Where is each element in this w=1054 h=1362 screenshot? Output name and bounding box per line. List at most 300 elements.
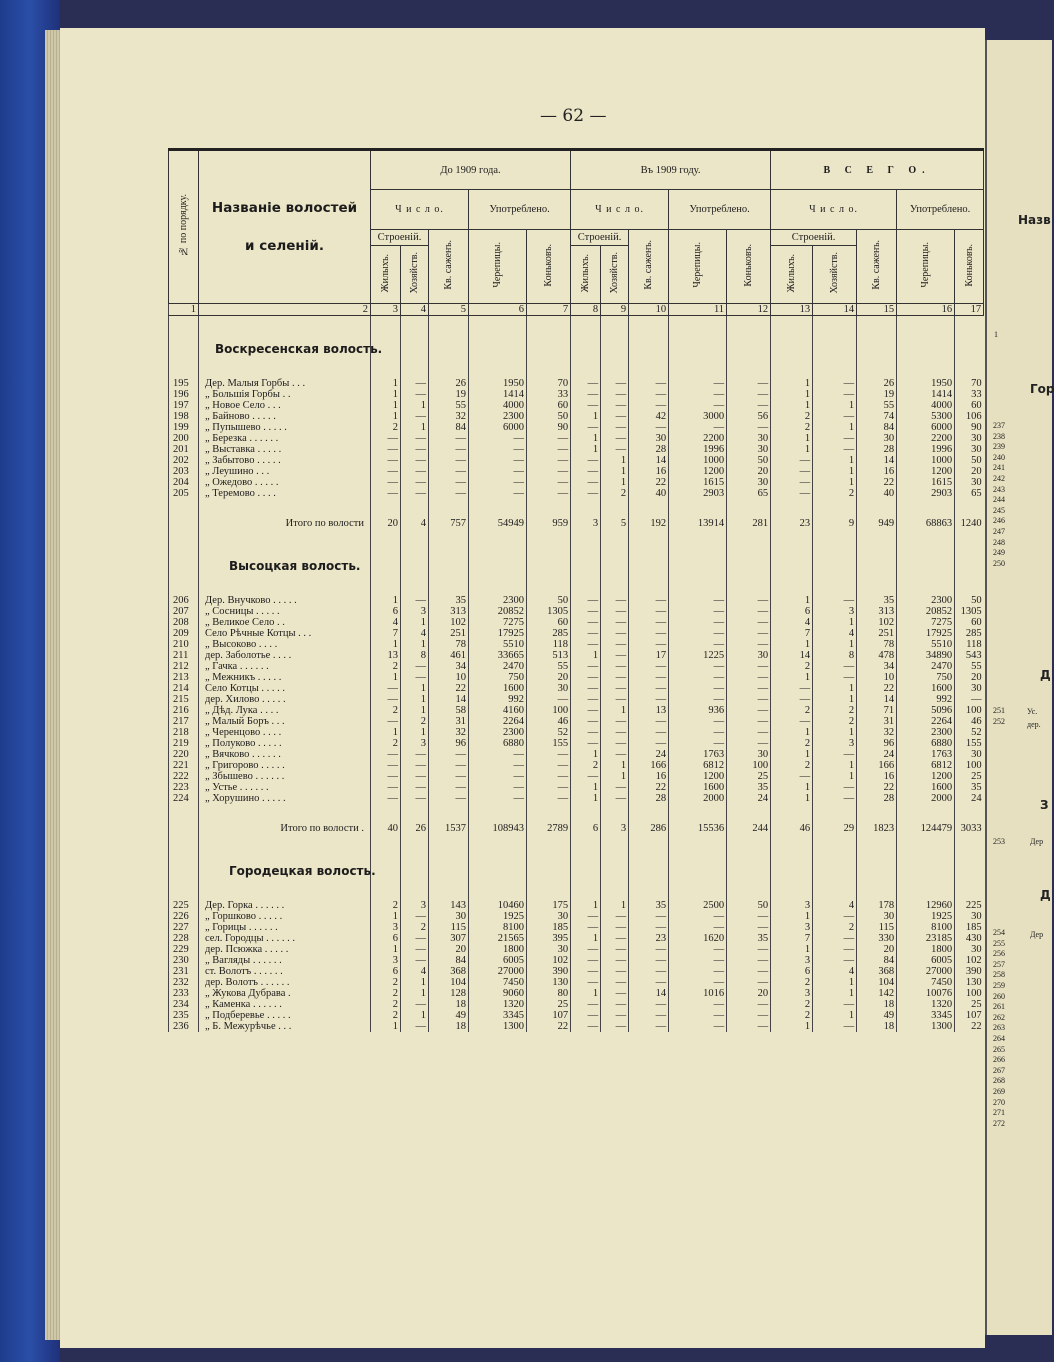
settlement-name: „ Выставка . . . . . <box>199 444 371 455</box>
value-cell: 32 <box>857 727 897 738</box>
value-cell: 4 <box>371 617 401 628</box>
spacer-cell <box>601 533 629 555</box>
value-cell: — <box>727 727 771 738</box>
spacer-cell <box>571 860 601 882</box>
settlement-name: „ Большія Горбы . . <box>199 389 371 400</box>
value-cell: 2 <box>771 661 813 672</box>
value-cell: — <box>401 455 429 466</box>
next-page-row-number: 256 <box>993 949 1005 959</box>
value-cell: — <box>527 477 571 488</box>
settlement-name: Дер. Горка . . . . . . <box>199 900 371 911</box>
value-cell: 90 <box>527 422 571 433</box>
value-cell: 2 <box>371 705 401 716</box>
value-cell: 40 <box>629 488 669 499</box>
value-cell: 33 <box>527 389 571 400</box>
total-value: 3033 <box>955 818 984 838</box>
value-cell: 1 <box>401 617 429 628</box>
spacer-cell <box>955 860 984 882</box>
value-cell: — <box>371 749 401 760</box>
spacer-cell <box>169 882 199 900</box>
table-row <box>169 661 984 672</box>
row-number: 236 <box>169 1021 199 1032</box>
value-cell: 1 <box>813 977 857 988</box>
value-cell: — <box>727 389 771 400</box>
value-cell: 28 <box>857 793 897 804</box>
value-cell: 1 <box>771 727 813 738</box>
total-row <box>169 513 984 533</box>
value-cell: 313 <box>857 606 897 617</box>
value-cell: — <box>571 771 601 782</box>
table-row <box>169 639 984 650</box>
spacer-cell <box>897 838 955 860</box>
value-cell: 251 <box>429 628 469 639</box>
value-cell: 1 <box>601 455 629 466</box>
total-value: 29 <box>813 818 857 838</box>
value-cell: 35 <box>629 900 669 911</box>
spacer-cell <box>601 882 629 900</box>
spacer-cell <box>469 804 527 818</box>
spacer-cell <box>813 360 857 378</box>
residential-header-1: Жилыхъ. <box>371 246 401 304</box>
value-cell: 1 <box>771 378 813 389</box>
value-cell: — <box>371 716 401 727</box>
value-cell: 30 <box>955 683 984 694</box>
value-cell: 28 <box>629 793 669 804</box>
spacer-cell <box>469 533 527 555</box>
value-cell: 6 <box>371 966 401 977</box>
spacer-cell <box>857 338 897 360</box>
spacer-cell <box>727 804 771 818</box>
spacer-cell <box>629 499 669 513</box>
value-cell: — <box>727 683 771 694</box>
table-row <box>169 455 984 466</box>
value-cell: 7275 <box>897 617 955 628</box>
settlement-name: „ Горицы . . . . . . <box>199 922 371 933</box>
spacer-cell <box>527 804 571 818</box>
settlement-name: „ Сосницы . . . . . <box>199 606 371 617</box>
value-cell: 225 <box>955 900 984 911</box>
value-cell: 28 <box>857 444 897 455</box>
table-row <box>169 1021 984 1032</box>
value-cell: 330 <box>857 933 897 944</box>
value-cell: 1 <box>601 466 629 477</box>
value-cell: — <box>727 661 771 672</box>
value-cell: 25 <box>955 999 984 1010</box>
next-page-row-number: 245 <box>993 505 1005 515</box>
value-cell: — <box>629 606 669 617</box>
sq-sazhen-header-3: Кв. саженъ. <box>857 230 897 304</box>
value-cell: 22 <box>857 683 897 694</box>
spacer-cell <box>629 804 669 818</box>
spacer-cell <box>469 860 527 882</box>
spacer-cell <box>469 838 527 860</box>
value-cell: 1000 <box>897 455 955 466</box>
value-cell: 1 <box>771 1021 813 1032</box>
value-cell: — <box>429 444 469 455</box>
value-cell: — <box>629 1010 669 1021</box>
value-cell: 2500 <box>669 900 727 911</box>
value-cell: 2300 <box>469 595 527 606</box>
spacer-cell <box>669 860 727 882</box>
value-cell: — <box>669 617 727 628</box>
next-page-row-number: 262 <box>993 1012 1005 1022</box>
col-number: 12 <box>727 304 771 316</box>
value-cell: 1 <box>401 422 429 433</box>
spacer-cell <box>169 360 199 378</box>
value-cell: 7 <box>371 628 401 639</box>
value-cell: 30 <box>727 477 771 488</box>
value-cell: 430 <box>955 933 984 944</box>
value-cell: 22 <box>429 683 469 694</box>
spacer-cell <box>955 555 984 577</box>
spacer-cell <box>169 316 199 339</box>
value-cell: 102 <box>429 617 469 628</box>
next-page-row-number: 243 <box>993 484 1005 494</box>
value-cell: 27000 <box>897 966 955 977</box>
value-cell: — <box>629 595 669 606</box>
value-cell: 46 <box>527 716 571 727</box>
next-page-row-number: 272 <box>993 1118 1005 1128</box>
spacer-row <box>169 577 984 595</box>
value-cell: 1 <box>401 705 429 716</box>
next-page-row-number: 267 <box>993 1065 1005 1075</box>
spacer-cell <box>371 838 401 860</box>
value-cell: 3000 <box>669 411 727 422</box>
value-cell: 1950 <box>469 378 527 389</box>
col-index-header: № по порядку. <box>169 150 199 304</box>
value-cell: 1 <box>813 694 857 705</box>
value-cell: 1 <box>813 466 857 477</box>
value-cell: 2470 <box>469 661 527 672</box>
value-cell: 1600 <box>469 683 527 694</box>
value-cell: — <box>571 705 601 716</box>
value-cell: — <box>727 595 771 606</box>
row-number: 202 <box>169 455 199 466</box>
value-cell: — <box>669 422 727 433</box>
value-cell: — <box>401 955 429 966</box>
next-page-row-number: 249 <box>993 548 1005 558</box>
value-cell: 1763 <box>669 749 727 760</box>
col-number: 1 <box>169 304 199 316</box>
value-cell: — <box>601 606 629 617</box>
next-page-row-number: 261 <box>993 1002 1005 1012</box>
value-cell: 118 <box>955 639 984 650</box>
value-cell: 104 <box>857 977 897 988</box>
table-row <box>169 606 984 617</box>
spacer-cell <box>601 316 629 339</box>
total-value: 4 <box>401 513 429 533</box>
value-cell: 65 <box>727 488 771 499</box>
spacer-row <box>169 360 984 378</box>
spacer-cell <box>469 499 527 513</box>
spacer-cell <box>727 360 771 378</box>
value-cell: — <box>955 694 984 705</box>
section-title: Воскресенская волость. <box>199 338 371 360</box>
spacer-cell <box>857 555 897 577</box>
settlement-name: „ Великое Село . . <box>199 617 371 628</box>
value-cell: 1200 <box>669 771 727 782</box>
spacer-cell <box>601 499 629 513</box>
value-cell: 6880 <box>897 738 955 749</box>
used-header-1: Употреблено. <box>469 190 571 230</box>
spacer-cell <box>897 533 955 555</box>
spacer-cell <box>897 860 955 882</box>
value-cell: 3 <box>401 900 429 911</box>
spacer-cell <box>813 555 857 577</box>
value-cell: 1 <box>813 400 857 411</box>
spacer-cell <box>857 577 897 595</box>
value-cell: 23 <box>629 933 669 944</box>
value-cell: 50 <box>727 900 771 911</box>
value-cell: 2 <box>371 977 401 988</box>
value-cell: 2 <box>371 988 401 999</box>
value-cell: 1 <box>401 639 429 650</box>
value-cell: — <box>571 966 601 977</box>
value-cell: 1 <box>771 639 813 650</box>
row-number: 225 <box>169 900 199 911</box>
table-row <box>169 694 984 705</box>
spacer-cell <box>897 555 955 577</box>
value-cell: 4 <box>401 628 429 639</box>
tiles-header-2: Черепицы. <box>669 230 727 304</box>
spacer-cell <box>371 316 401 339</box>
value-cell: 1200 <box>897 466 955 477</box>
value-cell: 8100 <box>469 922 527 933</box>
spacer-cell <box>469 316 527 339</box>
residential-header-2: Жилыхъ. <box>571 246 601 304</box>
value-cell: — <box>571 378 601 389</box>
spacer-cell <box>669 577 727 595</box>
spacer-cell <box>955 838 984 860</box>
total-value: 68863 <box>897 513 955 533</box>
table-row <box>169 378 984 389</box>
value-cell: 20 <box>429 944 469 955</box>
next-page-row-number: 237 <box>993 421 1005 430</box>
value-cell: — <box>401 389 429 400</box>
value-cell: — <box>401 378 429 389</box>
value-cell: — <box>601 378 629 389</box>
spacer-cell <box>727 577 771 595</box>
value-cell: 2 <box>771 738 813 749</box>
value-cell: 1 <box>571 793 601 804</box>
table-row <box>169 466 984 477</box>
spacer-cell <box>813 338 857 360</box>
value-cell: 16 <box>629 771 669 782</box>
value-cell: — <box>469 466 527 477</box>
settlement-name: Село Рѣчные Котцы . . . <box>199 628 371 639</box>
spacer-cell <box>727 838 771 860</box>
row-number: 222 <box>169 771 199 782</box>
value-cell: 185 <box>955 922 984 933</box>
table-row <box>169 617 984 628</box>
value-cell: — <box>601 422 629 433</box>
total-value: 286 <box>629 818 669 838</box>
next-page-label: дер. <box>1027 720 1041 729</box>
value-cell: 50 <box>955 455 984 466</box>
spacer-cell <box>527 338 571 360</box>
value-cell: 104 <box>429 977 469 988</box>
next-page-row-number: 244 <box>993 495 1005 505</box>
value-cell: 16 <box>857 771 897 782</box>
value-cell: — <box>629 694 669 705</box>
value-cell: 1 <box>813 988 857 999</box>
spacer-cell <box>955 882 984 900</box>
value-cell: 1 <box>813 771 857 782</box>
spacer-row <box>169 316 984 339</box>
value-cell: — <box>571 477 601 488</box>
value-cell: 30 <box>429 911 469 922</box>
total-value: 6 <box>571 818 601 838</box>
value-cell: 40 <box>857 488 897 499</box>
value-cell: — <box>371 771 401 782</box>
settlement-name: „ Вячково . . . . . . <box>199 749 371 760</box>
value-cell: — <box>669 977 727 988</box>
total-value: 13914 <box>669 513 727 533</box>
value-cell: 2 <box>771 1010 813 1021</box>
value-cell: 2 <box>571 760 601 771</box>
value-cell: 100 <box>727 760 771 771</box>
value-cell: — <box>629 966 669 977</box>
value-cell: — <box>401 466 429 477</box>
row-number: 231 <box>169 966 199 977</box>
value-cell: — <box>727 422 771 433</box>
spacer-cell <box>527 499 571 513</box>
value-cell: — <box>429 477 469 488</box>
settlement-name: „ Новое Село . . . <box>199 400 371 411</box>
total-value: 15536 <box>669 818 727 838</box>
value-cell: — <box>571 955 601 966</box>
value-cell: 6005 <box>897 955 955 966</box>
value-cell: 8 <box>813 650 857 661</box>
spacer-cell <box>857 316 897 339</box>
value-cell: 1 <box>771 595 813 606</box>
spacer-cell <box>669 316 727 339</box>
value-cell: 1 <box>813 1010 857 1021</box>
spacer-cell <box>601 577 629 595</box>
value-cell: — <box>571 727 601 738</box>
value-cell: — <box>669 911 727 922</box>
row-number: 197 <box>169 400 199 411</box>
value-cell: 1300 <box>469 1021 527 1032</box>
total-value: 9 <box>813 513 857 533</box>
value-cell: — <box>727 944 771 955</box>
value-cell: 30 <box>955 944 984 955</box>
value-cell: 1600 <box>669 782 727 793</box>
value-cell: — <box>669 639 727 650</box>
value-cell: 49 <box>429 1010 469 1021</box>
spacer-cell <box>669 338 727 360</box>
value-cell: — <box>527 488 571 499</box>
row-number: 206 <box>169 595 199 606</box>
spacer-row <box>169 838 984 860</box>
value-cell: 74 <box>857 411 897 422</box>
table-row <box>169 411 984 422</box>
value-cell: 992 <box>469 694 527 705</box>
section-title-row <box>169 555 984 577</box>
spacer-cell <box>771 804 813 818</box>
value-cell: 390 <box>527 966 571 977</box>
spacer-cell <box>169 499 199 513</box>
settlement-name: дер. Псюжка . . . . . <box>199 944 371 955</box>
value-cell: 1 <box>401 400 429 411</box>
value-cell: 6812 <box>897 760 955 771</box>
value-cell: 1 <box>371 595 401 606</box>
value-cell: — <box>727 977 771 988</box>
next-page-header-fragment: Назв <box>1018 213 1051 227</box>
total-value: 192 <box>629 513 669 533</box>
value-cell: — <box>401 760 429 771</box>
value-cell: — <box>727 628 771 639</box>
value-cell: 1 <box>401 977 429 988</box>
value-cell: — <box>371 444 401 455</box>
spacer-cell <box>897 499 955 513</box>
value-cell: — <box>601 661 629 672</box>
value-cell: — <box>601 411 629 422</box>
value-cell: 1414 <box>897 389 955 400</box>
value-cell: 84 <box>429 422 469 433</box>
value-cell: 2200 <box>669 433 727 444</box>
value-cell: — <box>601 1010 629 1021</box>
total-value: 108943 <box>469 818 527 838</box>
value-cell: — <box>629 378 669 389</box>
value-cell: 1 <box>771 749 813 760</box>
value-cell: — <box>571 628 601 639</box>
spacer-cell <box>771 577 813 595</box>
value-cell: — <box>601 716 629 727</box>
value-cell: 55 <box>527 661 571 672</box>
value-cell: 19 <box>857 389 897 400</box>
value-cell: — <box>629 661 669 672</box>
value-cell: 5096 <box>897 705 955 716</box>
buildings-header-3: Строеній. <box>771 230 857 246</box>
spacer-cell <box>169 838 199 860</box>
value-cell: — <box>601 999 629 1010</box>
value-cell: 3345 <box>897 1010 955 1021</box>
spacer-cell <box>429 499 469 513</box>
value-cell: 20 <box>857 944 897 955</box>
next-page-row-number: 247 <box>993 527 1005 536</box>
value-cell: — <box>527 455 571 466</box>
value-cell: — <box>469 782 527 793</box>
value-cell: — <box>771 477 813 488</box>
value-cell: 8 <box>401 650 429 661</box>
row-number: 212 <box>169 661 199 672</box>
value-cell: — <box>601 911 629 922</box>
spacer-cell <box>669 360 727 378</box>
value-cell: 1 <box>571 650 601 661</box>
spacer-cell <box>629 360 669 378</box>
value-cell: — <box>813 944 857 955</box>
value-cell: — <box>601 433 629 444</box>
spacer-cell <box>199 804 371 818</box>
value-cell: — <box>601 944 629 955</box>
value-cell: 52 <box>527 727 571 738</box>
value-cell: 1 <box>813 422 857 433</box>
value-cell: 14 <box>857 694 897 705</box>
spacer-cell <box>857 882 897 900</box>
value-cell: 24 <box>955 793 984 804</box>
value-cell: 2 <box>771 411 813 422</box>
value-cell: 1763 <box>897 749 955 760</box>
row-number: 219 <box>169 738 199 749</box>
value-cell: 4000 <box>897 400 955 411</box>
table-row <box>169 922 984 933</box>
value-cell: 7275 <box>469 617 527 628</box>
value-cell: 992 <box>897 694 955 705</box>
value-cell: 6000 <box>469 422 527 433</box>
next-page-row-number: 246 <box>993 516 1005 526</box>
value-cell: — <box>629 639 669 650</box>
